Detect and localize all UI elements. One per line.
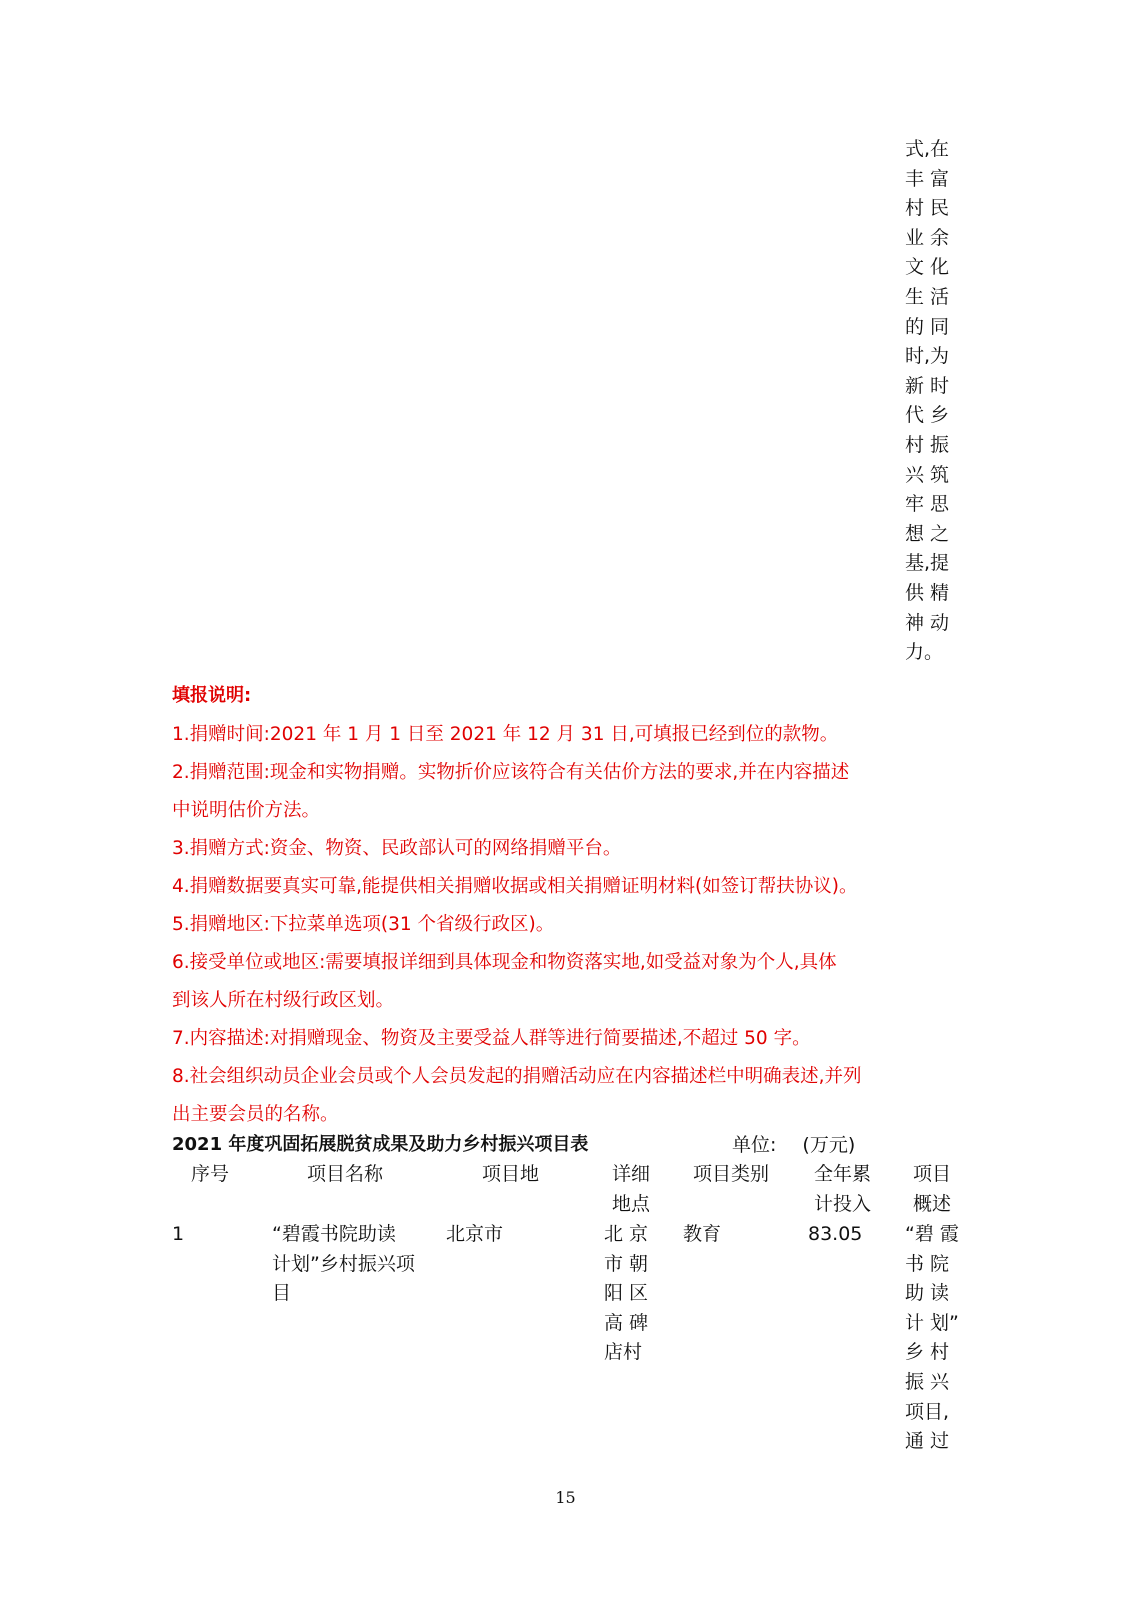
text-line: 新 时 <box>905 374 950 397</box>
instruction-line: 出主要会员的名称。 <box>172 1104 339 1125</box>
cell-detail-line: 市 朝 <box>604 1252 649 1275</box>
text-line: 供 精 <box>905 581 950 604</box>
cell-category <box>683 1220 721 1250</box>
cell-summary-line: 乡 村 <box>905 1341 950 1364</box>
header-invest-line: 计投入 <box>814 1192 872 1215</box>
header-seq: 序号 <box>191 1163 230 1185</box>
cell-category-text: 教育 <box>683 1223 722 1245</box>
cell-detail-line: 高 碑 <box>604 1311 649 1334</box>
cell-detail-line: 北 京 <box>604 1223 649 1245</box>
instruction-line: 1.捐赠时间:2021 年 1 月 1 日至 2021 年 12 月 31 日,可填报已经到位的款物。 <box>172 724 839 745</box>
text-line: 生 活 <box>905 285 950 308</box>
cell-summary-line: 助 读 <box>905 1282 950 1305</box>
header-category: 项目类别 <box>693 1163 770 1185</box>
overflow-text-column <box>905 135 965 668</box>
cell-seq <box>172 1220 184 1250</box>
unit-label <box>732 1130 881 1157</box>
instructions-title: 填报说明: <box>172 685 252 706</box>
header-summary-line: 项目 <box>913 1163 952 1185</box>
text-line: 村 民 <box>905 197 950 220</box>
table-title: 2021 年度巩固拓展脱贫成果及助力乡村振兴项目表 <box>172 1134 589 1155</box>
header-detail-line: 详细 <box>612 1163 651 1185</box>
cell-detail-line: 阳 区 <box>604 1282 649 1305</box>
cell-invest-text: 83.05 <box>808 1223 863 1245</box>
cell-name-line: 目 <box>272 1282 292 1305</box>
cell-summary-line: 振 兴 <box>905 1370 950 1393</box>
cell-summary-line: 书 院 <box>905 1252 950 1275</box>
text-line: 业 余 <box>905 226 950 249</box>
cell-seq-text: 1 <box>172 1223 185 1245</box>
text-line: 时,为 <box>905 345 950 368</box>
header-invest-line: 全年累 <box>814 1163 872 1185</box>
text-line: 想 之 <box>905 522 950 545</box>
text-line: 牢 思 <box>905 493 950 516</box>
text-line: 兴 筑 <box>905 463 950 486</box>
cell-place-text: 北京市 <box>446 1223 504 1245</box>
cell-name-line: 计划”乡村振兴项 <box>272 1252 415 1275</box>
instruction-line: 到该人所在村级行政区划。 <box>172 990 395 1011</box>
page-number: 15 <box>555 1488 576 1507</box>
header-detail <box>612 1160 650 1219</box>
header-detail-line: 地点 <box>612 1192 651 1215</box>
header-summary-line: 概述 <box>913 1192 952 1215</box>
header-summary <box>913 1160 951 1219</box>
filling-instructions <box>172 680 962 1134</box>
instruction-line: 2.捐赠范围:现金和实物捐赠。实物折价应该符合有关估价方法的要求,并在内容描述 <box>172 762 850 783</box>
cell-summary-line: 通 过 <box>905 1430 950 1453</box>
text-line: 村 振 <box>905 433 950 456</box>
cell-summary <box>905 1220 959 1457</box>
unit-value: (万元) <box>802 1134 856 1156</box>
text-line: 丰 富 <box>905 167 950 190</box>
unit-label-text: 单位: <box>732 1134 777 1156</box>
cell-name <box>272 1220 415 1309</box>
header-invest <box>814 1160 871 1219</box>
cell-summary-line: 计 划” <box>905 1311 959 1334</box>
instruction-line: 3.捐赠方式:资金、物资、民政部认可的网络捐赠平台。 <box>172 838 622 859</box>
instruction-line: 6.接受单位或地区:需要填报详细到具体现金和物资落实地,如受益对象为个人,具体 <box>172 952 837 973</box>
text-line: 力。 <box>905 641 944 664</box>
text-line: 的 同 <box>905 315 950 338</box>
instruction-line: 7.内容描述:对捐赠现金、物资及主要受益人群等进行简要描述,不超过 50 字。 <box>172 1028 811 1049</box>
cell-summary-line: “碧 霞 <box>905 1223 959 1245</box>
text-line: 代 乡 <box>905 404 950 427</box>
header-place: 项目地 <box>482 1163 540 1185</box>
cell-detail-line: 店村 <box>604 1341 643 1364</box>
instruction-line: 中说明估价方法。 <box>172 800 321 821</box>
instruction-line: 4.捐赠数据要真实可靠,能提供相关捐赠收据或相关捐赠证明材料(如签订帮扶协议)。 <box>172 876 858 897</box>
cell-detail <box>604 1220 648 1368</box>
text-line: 文 化 <box>905 256 950 279</box>
cell-place <box>446 1220 503 1250</box>
cell-name-line: “碧霞书院助读 <box>272 1223 396 1245</box>
text-line: 基,提 <box>905 552 950 575</box>
header-name: 项目名称 <box>307 1163 384 1185</box>
instruction-line: 5.捐赠地区:下拉菜单选项(31 个省级行政区)。 <box>172 914 555 935</box>
cell-invest <box>808 1220 862 1250</box>
text-line: 神 动 <box>905 611 950 634</box>
text-line: 式,在 <box>905 138 950 160</box>
instruction-line: 8.社会组织动员企业会员或个人会员发起的捐赠活动应在内容描述栏中明确表述,并列 <box>172 1066 862 1087</box>
cell-summary-line: 项目, <box>905 1400 950 1423</box>
